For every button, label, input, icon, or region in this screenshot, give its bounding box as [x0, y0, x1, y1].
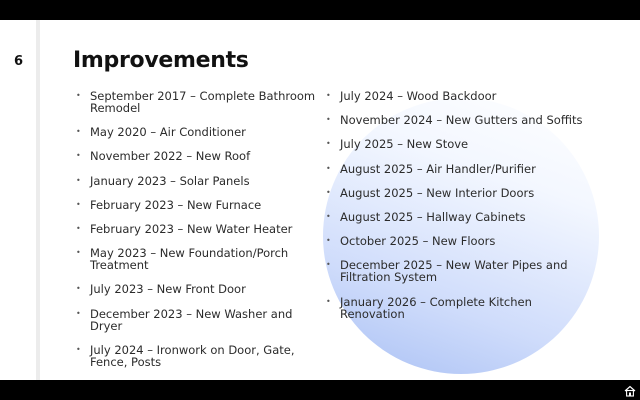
list-item-text: August 2025 – New Interior Doors [340, 185, 535, 200]
page-title: Improvements [73, 48, 249, 73]
list-item [76, 344, 316, 368]
list-item [76, 223, 316, 235]
list-item-text: July 2024 – Ironwork on Door, Gate, Fence, Posts [90, 342, 295, 369]
slide-left-divider [36, 20, 40, 380]
list-item [326, 235, 596, 247]
bullet-icon: • [326, 91, 331, 100]
list-item [76, 247, 316, 271]
list-item-text: August 2025 – Air Handler/Purifier [340, 161, 536, 176]
list-item [76, 150, 316, 162]
home-icon[interactable] [624, 385, 636, 397]
list-item [76, 283, 316, 295]
improvements-list-left [76, 90, 316, 380]
list-item-text: August 2025 – Hallway Cabinets [340, 209, 526, 224]
list-item [76, 308, 316, 332]
list-item-text: July 2025 – New Stove [340, 137, 469, 152]
bullet-icon: • [76, 344, 81, 354]
list-item [326, 138, 596, 150]
list-item [326, 187, 596, 199]
bullet-icon: • [326, 163, 331, 173]
list-item-text: July 2024 – Wood Backdoor [340, 89, 497, 103]
bullet-icon: • [76, 308, 81, 318]
bullet-icon: • [326, 187, 331, 197]
list-item [326, 90, 596, 102]
bullet-icon: • [326, 236, 331, 246]
bullet-icon: • [76, 175, 81, 185]
bullet-icon: • [326, 296, 331, 306]
bullet-icon: • [76, 248, 81, 258]
bullet-icon: • [76, 223, 81, 233]
list-item-text: January 2026 – Complete Kitchen Renovation [340, 294, 532, 321]
list-item-text: December 2023 – New Washer and Dryer [90, 306, 293, 333]
bullet-icon: • [76, 151, 81, 161]
page-number: 6 [14, 54, 24, 69]
list-item [326, 211, 596, 223]
list-item-text: January 2023 – Solar Panels [90, 173, 250, 188]
bullet-icon: • [76, 199, 81, 209]
slide [0, 20, 640, 380]
bullet-icon: • [326, 115, 331, 125]
list-item-text: October 2025 – New Floors [340, 234, 496, 249]
list-item-text: November 2022 – New Roof [90, 149, 251, 164]
bullet-icon: • [326, 260, 331, 270]
list-item-text: November 2024 – New Gutters and Soffits [340, 113, 583, 128]
list-item-text: September 2017 – Complete Bathroom Remodel [90, 89, 316, 115]
list-item [76, 199, 316, 211]
list-item [326, 259, 596, 283]
list-item-text: May 2020 – Air Conditioner [90, 125, 246, 140]
list-item-text: February 2023 – New Furnace [90, 197, 262, 212]
bullet-icon: • [326, 139, 331, 149]
bullet-icon: • [76, 284, 81, 294]
bullet-icon: • [326, 211, 331, 221]
bullet-icon: • [76, 91, 81, 100]
bullet-icon: • [76, 127, 81, 137]
list-item [326, 114, 596, 126]
list-item-text: May 2023 – New Foundation/Porch Treatment [90, 246, 289, 273]
list-item [76, 126, 316, 138]
improvements-list-right [326, 90, 596, 332]
list-item-text: February 2023 – New Water Heater [90, 221, 293, 236]
list-item [76, 90, 316, 114]
list-item-text: December 2025 – New Water Pipes and Filtration System [340, 258, 568, 285]
list-item [76, 175, 316, 187]
list-item [326, 296, 596, 320]
list-item [326, 163, 596, 175]
list-item-text: July 2023 – New Front Door [90, 282, 246, 297]
